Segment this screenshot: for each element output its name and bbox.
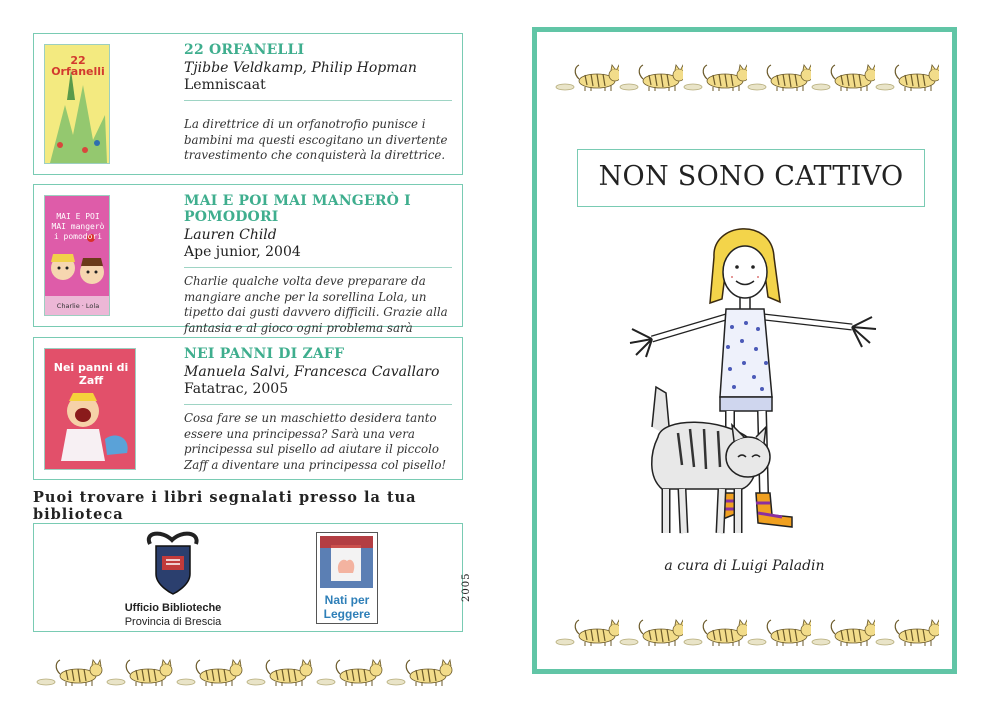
book-card	[33, 184, 463, 335]
cover-names: Charlie · Lola	[56, 302, 100, 310]
separator	[184, 404, 452, 405]
cover-title: 22 Orfanelli	[51, 54, 105, 78]
book-title: NEI PANNI DI ZAFF	[184, 346, 345, 362]
cat-icon	[316, 656, 386, 688]
cat-icon	[811, 616, 875, 648]
page-title: NON SONO CATTIVO	[577, 149, 925, 207]
book-info	[184, 346, 452, 473]
separator	[184, 100, 452, 101]
book-cover-image	[44, 348, 136, 470]
book-info	[184, 193, 452, 352]
cat-icon	[555, 616, 619, 648]
cat-icon	[875, 616, 939, 648]
book-card	[33, 337, 463, 480]
cat-icon	[106, 656, 176, 688]
library-notice: Puoi trovare i libri segnalati presso la tua biblioteca	[33, 489, 417, 523]
book-authors: Lauren Child	[184, 227, 277, 243]
cat-icon	[246, 656, 316, 688]
province-crest-logo	[142, 530, 204, 598]
cat-icon	[555, 61, 619, 93]
book-title: MAI E POI MAI MANGERÒ I POMODORI	[184, 193, 411, 225]
cover-title: MAI E POI MAI mangerò i pomodori	[51, 212, 105, 241]
book-card	[33, 33, 463, 175]
office-name: Ufficio Biblioteche	[124, 602, 222, 614]
book-description: Charlie qualche volta deve preparare da mangiare anche per la sorellina Lola, un tipetto dai gusti davvero difficili. Grazie alla fantasia e al gioco ogni problema sarà	[184, 274, 448, 335]
cat-icon	[811, 61, 875, 93]
nati-per-leggere-logo	[316, 532, 378, 624]
cat-icon	[386, 656, 456, 688]
npl-line2: Leggere	[323, 607, 371, 621]
book-authors: Manuela Salvi, Francesca Cavallaro	[184, 364, 440, 380]
cat-icon	[747, 616, 811, 648]
book-publisher: Fatatrac, 2005	[184, 381, 289, 397]
cat-icon	[619, 61, 683, 93]
book-publisher: Lemniscaat	[184, 77, 266, 93]
cat-decoration-row	[36, 656, 456, 688]
cat-icon	[176, 656, 246, 688]
cover-title: Nei panni di Zaff	[53, 361, 129, 387]
cat-icon	[747, 61, 811, 93]
book-cover-image	[44, 44, 110, 164]
cat-icon	[683, 61, 747, 93]
cat-icon	[875, 61, 939, 93]
book-description: Cosa fare se un maschietto desidera tanto essere una principessa? Sarà una vera principessa sul pisello ad aiutare il piccolo Zaff a diventare una principessa col pisello!	[184, 411, 447, 472]
book-authors: Tjibbe Veldkamp, Philip Hopman	[184, 60, 417, 76]
year-label: 2005	[461, 572, 472, 602]
cat-decoration-row	[555, 61, 939, 93]
cat-icon	[619, 616, 683, 648]
cat-icon	[683, 616, 747, 648]
office-subtitle: Provincia di Brescia	[124, 616, 222, 628]
book-description: La direttrice di un orfanotrofio punisce i bambini ma questi escogitano un divertente travestimento che conquisterà la direttrice.	[184, 117, 448, 162]
cat-decoration-row	[555, 616, 939, 648]
separator	[184, 267, 452, 268]
book-cover-image	[44, 195, 110, 316]
npl-line1: Nati per	[324, 593, 370, 607]
girl-and-cat-illustration	[622, 217, 882, 547]
editor-credit: a cura di Luigi Paladin	[664, 558, 825, 574]
logos-box	[33, 523, 463, 632]
book-info	[184, 42, 452, 164]
cat-icon	[36, 656, 106, 688]
book-publisher: Ape junior, 2004	[184, 244, 301, 260]
book-title: 22 ORFANELLI	[184, 42, 305, 58]
cover-page	[532, 27, 957, 674]
